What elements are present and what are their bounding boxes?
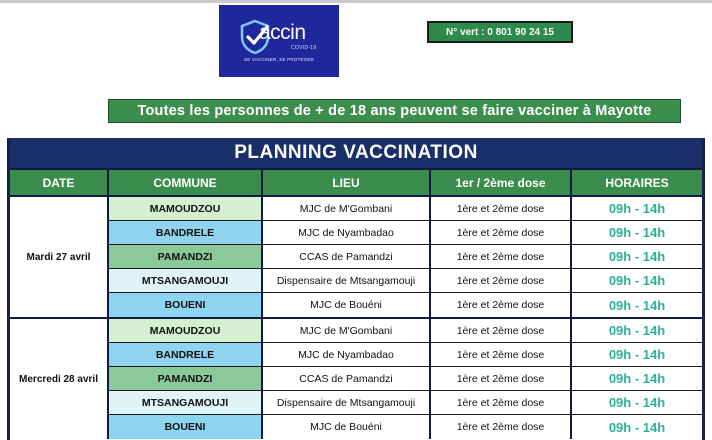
lieu-cell: CCAS de Pamandzi: [263, 367, 431, 390]
horaires-cell: 09h - 14h: [608, 419, 666, 435]
dose-cell: 1ère et 2ème dose: [431, 197, 572, 220]
horaires-cell: 09h - 14h: [608, 201, 666, 216]
horaires-cell: 09h - 14h: [608, 225, 666, 240]
dose-cell: 1ère et 2ème dose: [431, 319, 572, 342]
lieu-cell: MJC de Nyambadao: [263, 343, 431, 366]
lieu-cell: MJC de Bouéni: [263, 293, 431, 317]
commune-cell: PAMANDZI: [109, 245, 263, 268]
commune-cell: MTSANGAMOUJI: [109, 391, 263, 414]
horaires-cell: 09h - 14h: [608, 249, 666, 264]
horaires-cell: 09h - 14h: [608, 297, 666, 313]
horaires-cell: 09h - 14h: [608, 395, 666, 410]
lieu-cell: MJC de Nyambadao: [263, 221, 431, 244]
table-row: [109, 197, 702, 221]
day-date: Mercredi 28 avril: [10, 319, 109, 439]
dose-cell: 1ère et 2ème dose: [431, 391, 572, 414]
dose-cell: 1ère et 2ème dose: [431, 343, 572, 366]
commune-cell: BANDRELE: [109, 221, 263, 244]
day-date: Mardi 27 avril: [10, 197, 109, 317]
commune-cell: BOUENI: [109, 293, 263, 317]
table-row: [109, 319, 702, 343]
table-row: [109, 269, 702, 293]
table-row: [109, 367, 702, 391]
header-horaires: HORAIRES: [605, 175, 669, 190]
header-dose: 1er / 2ème dose: [431, 170, 572, 195]
table-row: [109, 221, 702, 245]
lieu-cell: MJC de M'Gombani: [263, 197, 431, 220]
dose-cell: 1ère et 2ème dose: [431, 367, 572, 390]
header-date: DATE: [10, 170, 109, 195]
commune-cell: MAMOUDZOU: [109, 197, 263, 220]
logo-tagline: SE VACCINER, SE PROTÉGER: [244, 57, 314, 62]
dose-cell: 1ère et 2ème dose: [431, 245, 572, 268]
commune-cell: MAMOUDZOU: [109, 319, 263, 342]
vaccin-logo: [219, 5, 339, 77]
day-group: [10, 317, 702, 439]
horaires-cell: 09h - 14h: [608, 273, 666, 288]
table-row: [109, 391, 702, 415]
logo-brand: accin: [259, 21, 306, 44]
top-edge: [0, 0, 712, 3]
table-row: [109, 293, 702, 317]
day-group: [10, 195, 702, 317]
lieu-cell: Dispensaire de Mtsangamouji: [263, 391, 431, 414]
eligibility-banner: Toutes les personnes de + de 18 ans peuvent se faire vacciner à Mayotte: [108, 99, 681, 123]
horaires-cell: 09h - 14h: [608, 371, 666, 386]
dose-cell: 1ère et 2ème dose: [431, 415, 572, 439]
table-header: [10, 168, 702, 195]
horaires-cell: 09h - 14h: [608, 323, 666, 338]
header-commune: COMMUNE: [109, 170, 263, 195]
planning-table: [7, 138, 705, 440]
lieu-cell: MJC de Bouéni: [263, 415, 431, 439]
hotline-badge: N° vert : 0 801 90 24 15: [427, 21, 573, 43]
dose-cell: 1ère et 2ème dose: [431, 269, 572, 292]
header-lieu: LIEU: [263, 170, 431, 195]
table-row: [109, 343, 702, 367]
commune-cell: PAMANDZI: [109, 367, 263, 390]
lieu-cell: MJC de M'Gombani: [263, 319, 431, 342]
horaires-cell: 09h - 14h: [608, 347, 666, 362]
lieu-cell: CCAS de Pamandzi: [263, 245, 431, 268]
table-row: [109, 415, 702, 439]
planning-title: PLANNING VACCINATION: [10, 138, 702, 168]
dose-cell: 1ère et 2ème dose: [431, 293, 572, 317]
lieu-cell: Dispensaire de Mtsangamouji: [263, 269, 431, 292]
commune-cell: BANDRELE: [109, 343, 263, 366]
logo-sub: COVID-19: [291, 45, 317, 51]
commune-cell: MTSANGAMOUJI: [109, 269, 263, 292]
commune-cell: BOUENI: [109, 415, 263, 439]
table-row: [109, 245, 702, 269]
dose-cell: 1ère et 2ème dose: [431, 221, 572, 244]
